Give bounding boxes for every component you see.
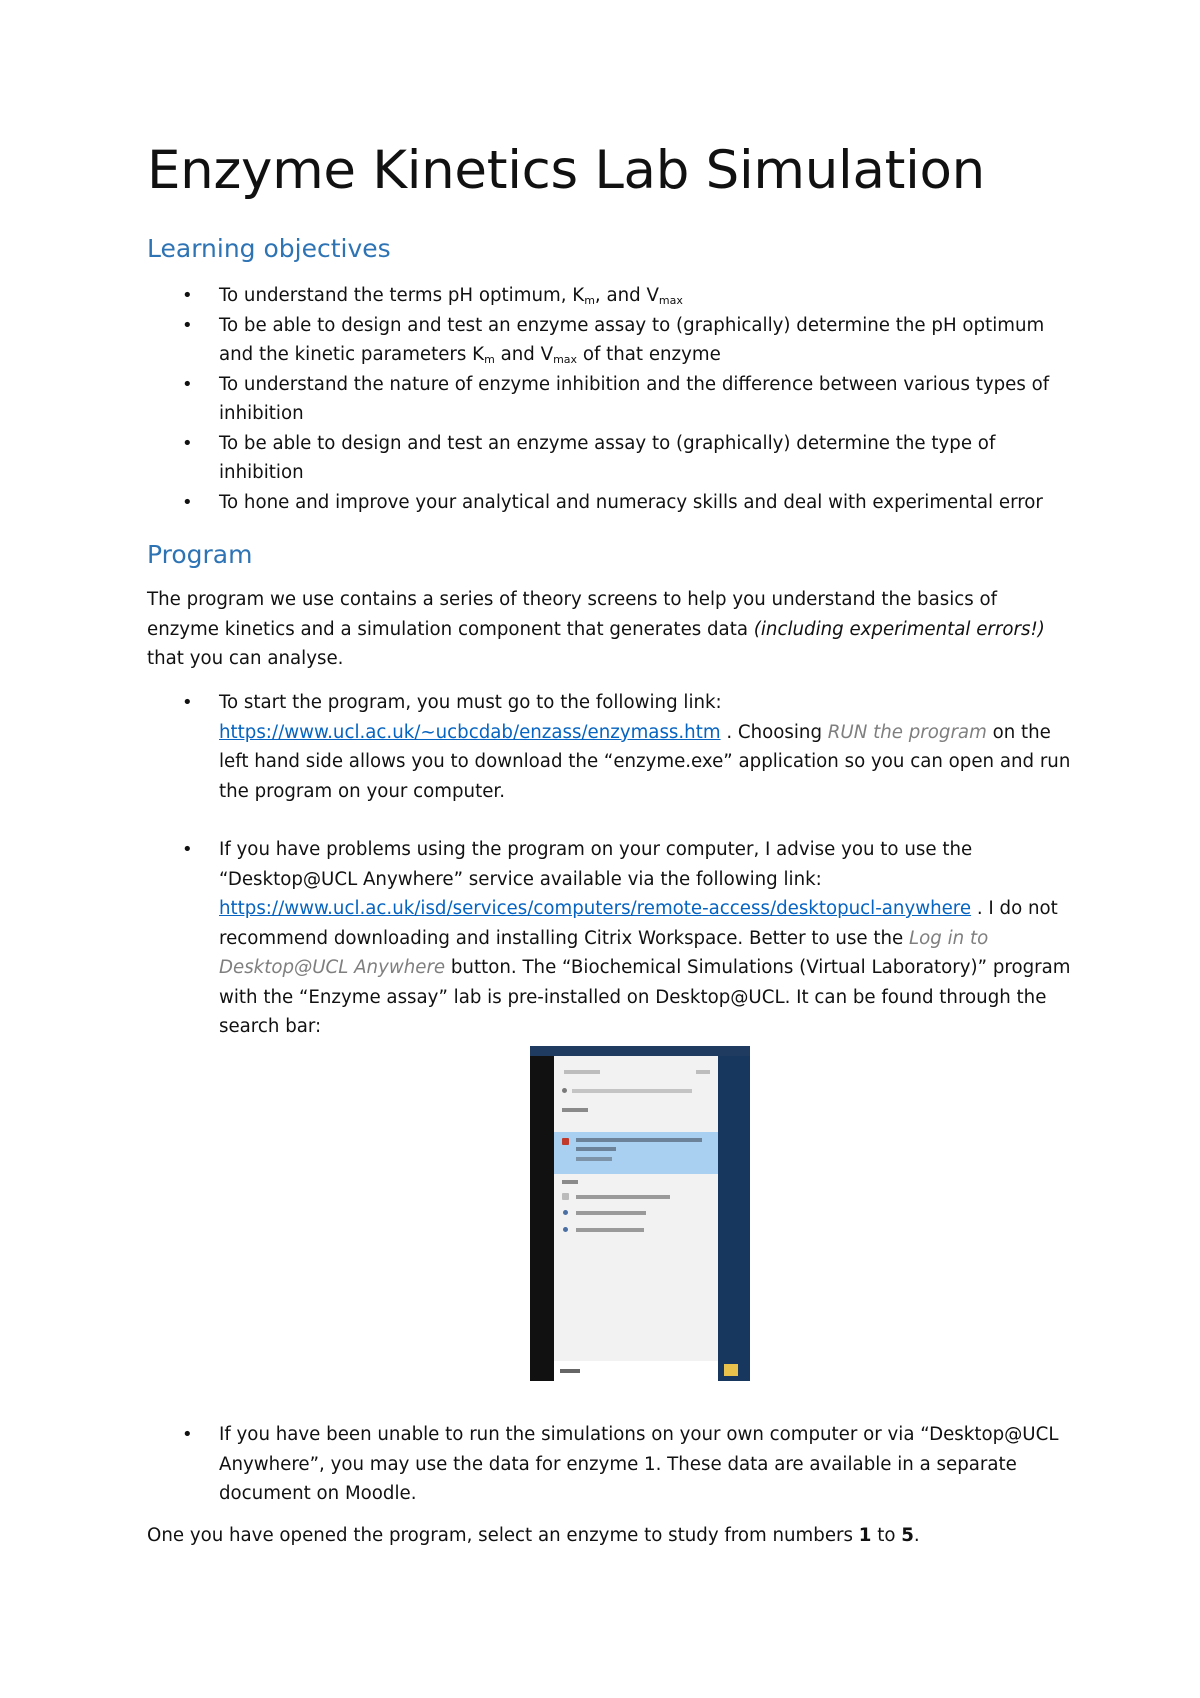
program-intro: The program we use contains a series of theory screens to help you understand the basics of enzyme kinetics and a simulation component that generates data (including experimental errors!) that you can analyse. [147,589,1045,669]
final-instruction: One you have opened the program, select an enzyme to study from numbers 1 to 5. [147,1525,920,1546]
objective-item-4: • To be able to design and test an enzyme assay to (graphically) determine the type of inhibition [147,429,1077,488]
program-list-continued [147,1420,1077,1509]
page-title: Enzyme Kinetics Lab Simulation [147,140,985,201]
objective-item-5: • To hone and improve your analytical and numeracy skills and deal with experimental error [147,488,1077,518]
objective-item-2: • To be able to design and test an enzyme assay to (graphically) determine the pH optimum and the kinetic parameters $K_m$ and $V_{max}$ of that enzyme [147,311,1077,370]
login-desktop-ref: Log in to Desktop@UCL Anywhere [219,927,989,978]
screenshot-search-box [554,1361,718,1381]
enzymass-link[interactable]: https://www.ucl.ac.uk/~ucbcdab/enzass/enzymass.htm [219,721,721,743]
program-list [147,688,1077,1042]
objective-item-3: • To understand the nature of enzyme inhibition and the difference between various types of inhibition [147,370,1077,429]
screenshot-highlighted-result [554,1132,718,1174]
search-bar-screenshot [530,1046,750,1381]
program-bullet-3: • If you have been unable to run the simulations on your own computer or via “Desktop@UCL Anywhere”, you may use the data for enzyme 1. These data are available in a separate document on Moodle. [147,1420,1077,1509]
program-heading: Program [147,540,253,569]
learning-objectives-heading: Learning objectives [147,234,391,263]
folder-icon [724,1364,738,1376]
desktop-anywhere-link[interactable]: https://www.ucl.ac.uk/isd/services/computers/remote-access/desktopucl-anywhere [219,898,972,919]
program-bullet-1: • To start the program, you must go to the following link: https://www.ucl.ac.uk/~ucbcdab/enzass/enzymass.htm . Choosing RUN the program on the left hand side allows you to download the “enzyme.exe” application so you can open and run the program on your computer. [147,688,1077,806]
screenshot-sidebar [530,1056,554,1381]
screenshot-titlebar [530,1046,750,1056]
screenshot-start-panel [554,1056,718,1361]
program-bullet-2: • If you have problems using the program on your computer, I advise you to use the “Desktop@UCL Anywhere” service available via the following link: https://www.ucl.ac.uk/isd/services/computers/remote-access/desktopucl-anywhere . I do not recommend downloading and installing Citrix Workspace. Better to use the Log in to Desktop@UCL Anywhere button. The “Biochemical Simulations (Virtual Laboratory)” program with the “Enzyme assay” lab is pre-installed on Desktop@UCL. It can be found through the search bar: [147,835,1077,1042]
run-program-ref: RUN the program [827,721,987,743]
learning-objectives-list [147,281,1077,517]
objective-item-1: • To understand the terms pH optimum, $K_m$, and $V_{max}$ [147,281,1077,311]
